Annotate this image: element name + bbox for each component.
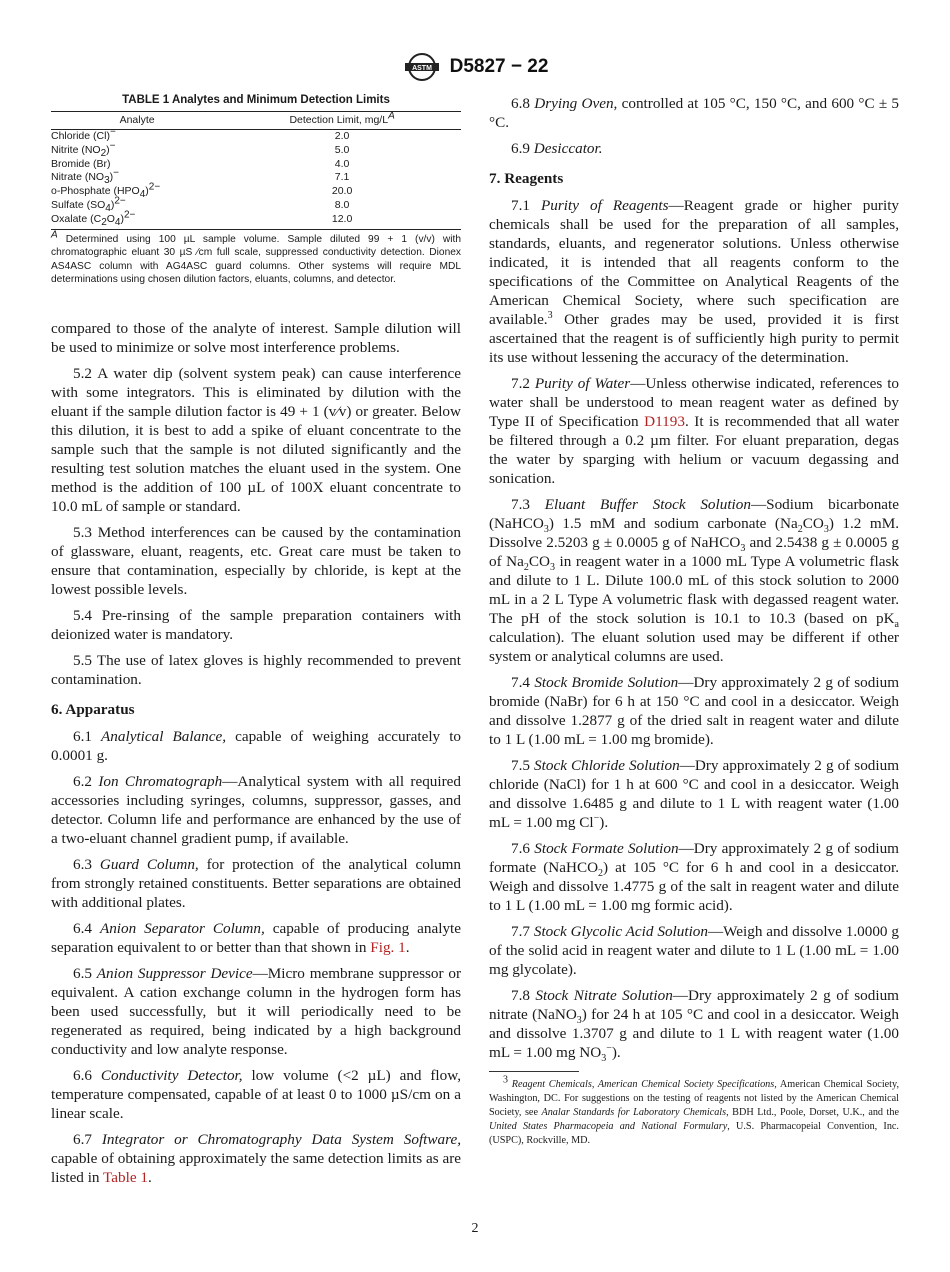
detection-limit-cell: 8.0 <box>334 198 350 211</box>
left-column <box>51 94 461 1194</box>
right-column <box>489 94 899 1155</box>
paragraph-6-8: 6.8 Drying Oven, controlled at 105 °C, 150 °C, and 600 °C ± 5 °C. <box>489 95 900 131</box>
d1193-link[interactable]: D1193 <box>644 413 685 430</box>
table-row <box>51 213 461 229</box>
analyte-cell: o-Phosphate $(HPO_4)^{2-}$ <box>51 181 161 201</box>
analyte-cell: Oxalate $(C_2O_4)^{2-}$ <box>51 213 223 229</box>
paragraph-7-2: 7.2 Purity of Water—Unless otherwise indicated, references to water shall be understood to mean reagent water as defined by Type II of Specification D1193. It is recommended that all water be filtered through a 0.2 µm filter. For eluant preparation, degas the water by sparging with helium or vacuum degassing and sonication. <box>489 375 900 487</box>
paragraph-6-5: 6.5 Anion Suppressor Device—Micro membrane suppressor or equivalent. A cation exchange column in the hydrogen form has been used successfully, but it will periodically need to be regenerated as required, being indicated by a high background conductivity and low analyte response. <box>51 964 461 1058</box>
table-title: TABLE 1 Analytes and Minimum Detection Limits <box>122 94 390 106</box>
table-row <box>51 199 461 213</box>
analyte-cell: Chloride (Cl)− <box>51 126 116 142</box>
paragraph-6-9: 6.9 Desiccator. <box>511 140 603 157</box>
paragraph-7-7: 7.7 Stock Glycolic Acid Solution—Weigh and dissolve 1.0000 g of the solid acid in reagent water and dilute to 1 L (1.00 mL = 1.00 mg glycolate). <box>489 923 899 978</box>
paragraph-5-5: 5.5 The use of latex gloves is highly recommended to prevent contamination. <box>51 651 461 688</box>
section-heading-apparatus: 6. Apparatus <box>51 700 135 718</box>
paragraph-6-1: 6.1 Analytical Balance, capable of weighing accurately to 0.0001 g. <box>51 727 462 764</box>
paragraph-7-8: 7.8 Stock Nitrate Solution—Dry approximately 2 g of sodium nitrate (NaNO$_3$) for 24 h at 105 °C and cool in a desiccator. Weigh and dissolve 1.3707 g and dilute to 1 L with reagent water (1.00 mL = 1.00 mg $NO_3^-$). <box>489 987 899 1065</box>
analyte-cell: Nitrate $(NO_3)^-$ <box>51 167 119 187</box>
page-number: 2 <box>471 1221 479 1236</box>
table-footnote: $^A$ Determined using 100 µL sample volume. Sample diluted 99 + 1 (v/v) with chromatographic eluant 30 µS ⁄cm full scale, suppressed conductivity detection. Dionex AS4ASC column with AG4ASC guard columns. Other systems will require MDL determinations using chosen dilution factors, eluants, columns, and detector. <box>51 229 461 286</box>
paragraph-7-6: 7.6 Stock Formate Solution—Dry approximately 2 g of sodium formate (NaHCO$_2$) at 105 °C for 6 h and cool in a desiccator. Weigh and dissolve 1.4775 g of the salt in reagent water and dilute to 1 L (1.00 mL = 1.00 mg formic acid). <box>489 840 899 914</box>
paragraph-5-1-continued: compared to those of the analyte of interest. Sample dilution will be used to minimize or solve most interference problems. <box>51 319 461 356</box>
paragraph-7-3: 7.3 Eluant Buffer Stock Solution—Sodium bicarbonate (NaHCO$_3$) 1.5 mM and sodium carbonate $(Na_2CO_3)$ 1.2 mM. Dissolve 2.5203 g ± 0.0005 g of NaHCO$_3$ and 2.5438 g ± 0.0005 g of $Na_2CO_3$ in reagent water in a 1000 mL Type A volumetric flask and dilute to 1 L. Dilute 100.0 mL of this stock solution to 2000 mL in a 2 L Type A volumetric flask with degassed reagent water. The pH of the stock solution is 10.1 to 10.3 (based on $pK_a$ calculation). The eluant solution used may be different if other system or analytical columns are used. <box>489 496 900 665</box>
table-row <box>51 185 461 199</box>
detection-limit-cell: 7.1 <box>334 171 350 184</box>
paragraph-6-6: 6.6 Conductivity Detector, low volume (<2 µL) and flow, temperature compensated, capable of at least 0 to 1000 µS/cm on a linear scale. <box>51 1066 462 1122</box>
paragraph-5-2: 5.2 A water dip (solvent system peak) can cause interference with some integrators. This is eliminated by dilution with the eluant if the sample dilution factor is 49 + 1 (v⁄v) or greater. Below this dilution, it is best to add a spike of eluant concentrate to the sample such that the sample is not diluted significantly and the resulting test solution matches the eluant used in the system. One method is the addition of 100 µL of 100X eluant concentrate to 10.0 mL of sample or standard. <box>51 364 461 515</box>
footnote-ref-3[interactable]: 3 <box>547 309 553 321</box>
paragraph-6-4: 6.4 Anion Separator Column, capable of producing analyte separation equivalent to or better than that shown in Fig. 1. <box>51 919 462 956</box>
detection-limit-cell: 5.0 <box>334 143 350 156</box>
paragraph-6-2: 6.2 Ion Chromatograph—Analytical system with all required accessories including syringes, columns, suppressor, gasses, and detector. Column life and performance are enhanced by the use of a two-eluant channel gradient pump, if available. <box>51 772 461 847</box>
section-heading-reagents: 7. Reagents <box>489 170 564 187</box>
detection-limit-cell: 20.0 <box>331 185 353 198</box>
table-header-limit: Detection Limit, $mg/L^A$ <box>223 112 461 130</box>
footnote-divider <box>489 1071 579 1072</box>
table-row <box>51 144 461 158</box>
detection-limits-table <box>51 111 461 230</box>
astm-logo-icon <box>402 52 442 82</box>
paragraph-6-3: 6.3 Guard Column, for protection of the analytical column from strongly retained constituents. Better separations are obtained with additional plates. <box>51 855 462 911</box>
table-1-link[interactable]: Table 1 <box>103 1168 148 1186</box>
analyte-cell: Nitrite $(NO_2)^-$ <box>51 140 116 159</box>
paragraph-5-3: 5.3 Method interferences can be caused by the contamination of glassware, eluant, reagents, etc. Great care must be taken to ensure that contamination, especially by chloride, is kept at the lowest possible levels. <box>51 523 461 598</box>
paragraph-7-5: 7.5 Stock Chloride Solution—Dry approximately 2 g of sodium chloride (NaCl) for 1 h at 600 °C and cool in a desiccator. Weigh and dissolve 1.6485 g and dilute to 1 L with reagent water (1.00 mL = 1.00 mg Cl−). <box>489 757 900 831</box>
paragraph-5-4: 5.4 Pre-rinsing of the sample preparation containers with deionized water is mandatory. <box>51 606 461 643</box>
paragraph-6-7: 6.7 Integrator or Chromatography Data System Software, capable of obtaining approximately the same detection limits as are listed in Table 1. <box>51 1130 461 1186</box>
detection-limit-cell: 4.0 <box>334 157 350 170</box>
table-row <box>51 171 461 185</box>
footnote-3: $^3$ Reagent Chemicals, American Chemical Society Specifications, American Chemical Society, Washington, DC. For suggestions on the testing of reagents not listed by the American Chemical Society, see Analar Standards for Laboratory Chemicals, BDH Ltd., Poole, Dorset, U.K., and the United States Pharmacopeia and National Formulary, U.S. Pharmacopeial Convention, Inc. (USPC), Rockville, MD. <box>489 1074 899 1146</box>
analyte-cell: Sulfate $(SO_4)^{2-}$ <box>51 195 126 215</box>
figure-1-link[interactable]: Fig. 1 <box>370 938 406 956</box>
paragraph-7-1: 7.1 Purity of Reagents—Reagent grade or higher purity chemicals shall be used for the preparation of all samples, standards, eluants, and regenerator solutions. Unless otherwise indicated, it is intended that all reagents conform to the specifications of the Committee on Analytical Reagents of the American Chemical Society, where such specification are available.$^3$ Other grades may be used, provided it is first ascertained that the reagent is of sufficiently high purity to permit its use without lessening the accuracy of the determination. <box>489 197 900 366</box>
detection-limit-cell: 12.0 <box>223 213 461 229</box>
analyte-cell: Bromide (Br) <box>51 157 111 170</box>
page-header <box>0 52 950 82</box>
document-designation: D5827 − 22 <box>449 56 549 77</box>
detection-limit-cell: 2.0 <box>334 130 350 142</box>
paragraph-7-4: 7.4 Stock Bromide Solution—Dry approximately 2 g of sodium bromide (NaBr) for 6 h at 150 °C and cool in a desiccator. Weigh and dissolve 1.2877 g of the dried salt in reagent water and dilute to 1 L (1.00 mL = 1.00 mg bromide). <box>489 674 900 748</box>
svg-text:ASTM: ASTM <box>411 64 432 72</box>
table-header-analyte: Analyte <box>51 112 223 130</box>
